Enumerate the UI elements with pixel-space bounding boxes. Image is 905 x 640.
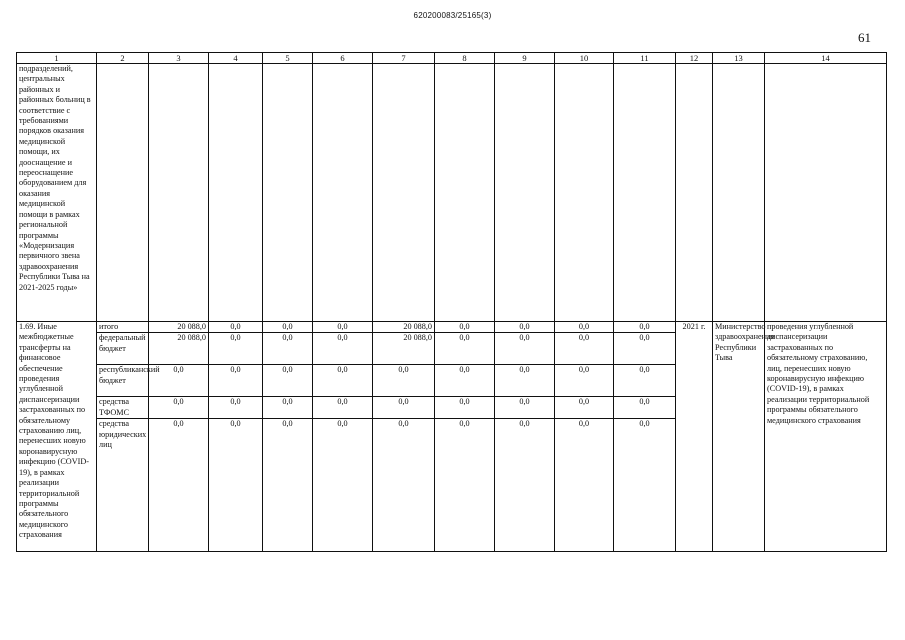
value-cell: 0,0 [263,333,313,365]
column-header: 13 [713,53,765,64]
value-cell: 0,0 [614,333,676,365]
value-cell: 0,0 [435,365,495,397]
value-cell: 0,0 [435,419,495,552]
value-cell: 0,0 [435,397,495,419]
value-cell: 0,0 [209,322,263,333]
value-cell: 0,0 [209,365,263,397]
column-header: 4 [209,53,263,64]
value-cell: 0,0 [263,365,313,397]
value-cell: 0,0 [313,397,373,419]
value-cell: 0,0 [495,322,555,333]
value-cell: 0,0 [555,322,614,333]
column-header: 8 [435,53,495,64]
funding-source: итого [97,322,149,333]
expected-result: проведения углубленной диспансеризации застрахованных по обязательному страхованию, лиц, перенесших новую коронавирусную инфекцию (COVID-19), в рамках реализации территориальной программы обязательного медицинского страхования [765,322,887,552]
value-cell: 0,0 [614,322,676,333]
value-cell: 0,0 [435,333,495,365]
value-cell: 0,0 [495,365,555,397]
funding-source: средства юридических лиц [97,419,149,552]
value-cell: 0,0 [495,397,555,419]
value-cell: 20 088,0 [149,333,209,365]
value-cell: 0,0 [263,419,313,552]
value-cell: 0,0 [313,419,373,552]
value-cell: 0,0 [149,397,209,419]
executor: Министерство здравоохранения Республики Тыва [713,322,765,552]
value-cell: 0,0 [373,419,435,552]
column-header: 12 [676,53,713,64]
funding-source: средства ТФОМС [97,397,149,419]
value-cell: 0,0 [555,365,614,397]
value-cell: 0,0 [149,365,209,397]
column-header: 1 [17,53,97,64]
value-cell: 20 088,0 [373,333,435,365]
value-cell: 0,0 [313,333,373,365]
value-cell: 0,0 [555,333,614,365]
value-cell: 0,0 [495,419,555,552]
continued-item-text: подразделений, центральных районных и районных больниц в соответствие с требованиями порядков оказания медицинской помощи, их дооснащение и переоснащение оборудованием для оказания медицинской помощи в рамках региональной программы «Модернизация первичного звена здравоохранения Республики Тыва на 2021-2025 годы» [17,64,97,322]
column-header: 10 [555,53,614,64]
value-cell: 0,0 [555,397,614,419]
column-header: 11 [614,53,676,64]
value-cell: 0,0 [209,397,263,419]
value-cell: 0,0 [555,419,614,552]
value-cell: 0,0 [313,365,373,397]
value-cell: 0,0 [209,419,263,552]
value-cell: 0,0 [495,333,555,365]
value-cell: 0,0 [263,322,313,333]
value-cell: 0,0 [614,365,676,397]
column-number-row [17,53,887,64]
value-cell: 0,0 [373,365,435,397]
value-cell: 0,0 [614,419,676,552]
page-number: 61 [858,30,871,45]
item-name: 1.69. Иные межбюджетные трансферты на финансовое обеспечение проведения углубленной диспансеризации застрахованных по обязательному страхованию лиц, перенесших новую коронавирусную инфекцию (COVID-19), в рамках реализации территориальной программы обязательного медицинского страхования [17,322,97,552]
funding-source: республиканский бюджет [97,365,149,397]
funding-source: федеральный бюджет [97,333,149,365]
value-cell: 0,0 [614,397,676,419]
column-header: 9 [495,53,555,64]
continued-row [17,64,887,322]
column-header: 2 [97,53,149,64]
column-header: 3 [149,53,209,64]
value-cell: 0,0 [373,397,435,419]
column-header: 7 [373,53,435,64]
value-cell: 0,0 [435,322,495,333]
table-row [17,322,887,333]
budget-table [16,52,887,552]
value-cell: 20 088,0 [149,322,209,333]
deadline: 2021 г. [676,322,713,552]
column-header: 6 [313,53,373,64]
value-cell: 0,0 [209,333,263,365]
column-header: 14 [765,53,887,64]
value-cell: 20 088,0 [373,322,435,333]
value-cell: 0,0 [149,419,209,552]
document-id: 620200083/25165(3) [413,11,492,20]
value-cell: 0,0 [263,397,313,419]
value-cell: 0,0 [313,322,373,333]
column-header: 5 [263,53,313,64]
